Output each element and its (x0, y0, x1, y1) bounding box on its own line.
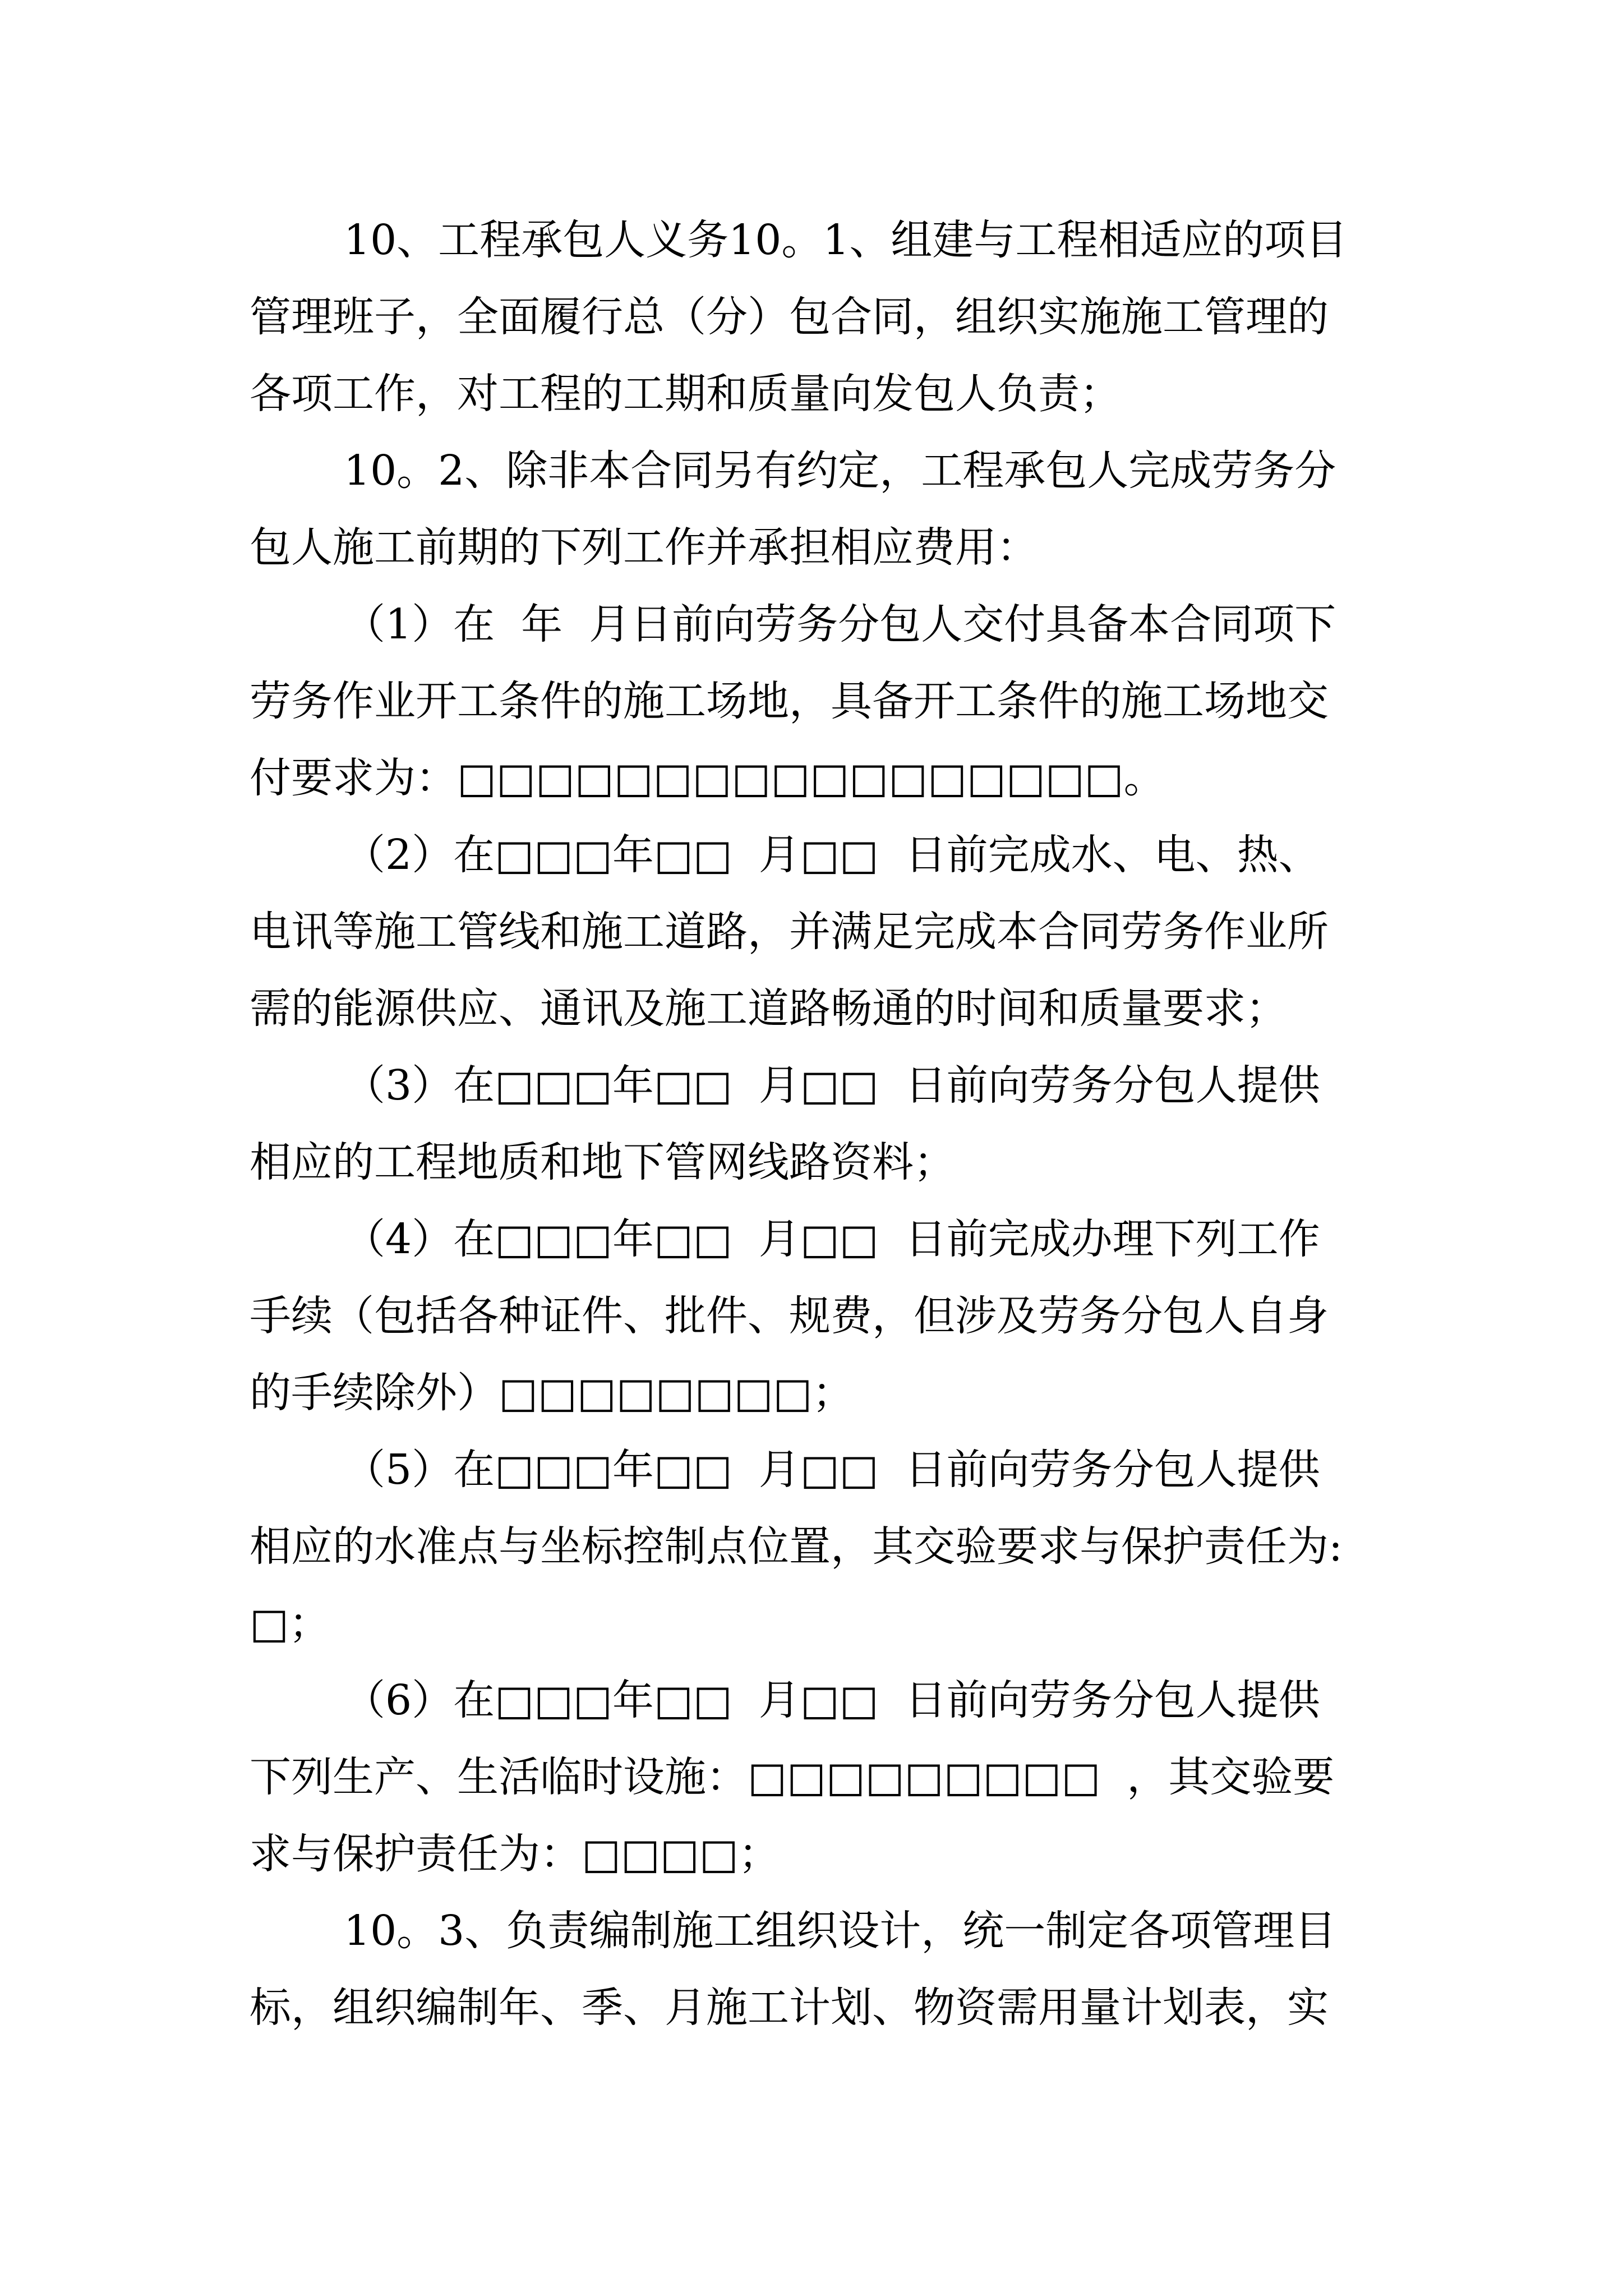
item-6-line-3: 求与保护责任为：□□□□； (250, 1830, 780, 1878)
item-4-line-3: 的手续除外）□□□□□□□□； (250, 1369, 854, 1417)
paragraph-10-1-line-2: 管理班子，全面履行总（分）包合同，组织实施施工管理的 (250, 293, 1329, 341)
item-5-line-2: 相应的水准点与坐标控制点位置，其交验要求与保护责任为: (250, 1522, 1343, 1571)
item-4-line-2: 手续（包括各种证件、批件、规费，但涉及劳务分包人自身 (250, 1292, 1329, 1340)
paragraph-10-3-line-2: 标，组织编制年、季、月施工计划、物资需用量计划表，实 (250, 1984, 1329, 2032)
paragraph-10-2-line-2: 包人施工前期的下列工作并承担相应费用： (250, 523, 1038, 572)
item-3-line-2: 相应的工程地质和地下管网线路资料； (250, 1138, 955, 1186)
paragraph-10-1-line-1: 10、工程承包人义务10。1、组建与工程相适应的项目 (344, 216, 1348, 264)
item-1-line-1: （1）在 年 月日前向劳务分包人交付具备本合同项下 (344, 600, 1336, 648)
item-6-line-1: （6）在□□□年□□ 月□□ 日前向劳务分包人提供 (344, 1676, 1320, 1724)
paragraph-10-1-line-3: 各项工作，对工程的工期和质量向发包人负责； (250, 370, 1121, 418)
item-2-line-3: 需的能源供应、通讯及施工道路畅通的时间和质量要求； (250, 984, 1287, 1033)
item-5-line-1: （5）在□□□年□□ 月□□ 日前向劳务分包人提供 (344, 1446, 1320, 1494)
item-3-line-1: （3）在□□□年□□ 月□□ 日前向劳务分包人提供 (344, 1061, 1320, 1110)
paragraph-10-2-line-1: 10。2、除非本合同另有约定，工程承包人完成劳务分 (344, 447, 1336, 495)
item-6-line-2: 下列生产、生活临时设施：□□□□□□□□□ ，其交验要 (250, 1753, 1335, 1801)
item-5-line-3: □； (250, 1599, 330, 1648)
item-2-line-2: 电讯等施工管线和施工道路，并满足完成本合同劳务作业所 (250, 908, 1329, 956)
item-2-line-1: （2）在□□□年□□ 月□□ 日前完成水、电、热、 (344, 831, 1320, 879)
item-1-line-2: 劳务作业开工条件的施工场地，具备开工条件的施工场地交 (250, 677, 1329, 725)
item-1-line-3: 付要求为：□□□□□□□□□□□□□□□□□。 (250, 754, 1165, 802)
paragraph-10-3-line-1: 10。3、负责编制施工组织设计，统一制定各项管理目 (344, 1907, 1336, 1955)
item-4-line-1: （4）在□□□年□□ 月□□ 日前完成办理下列工作 (344, 1215, 1320, 1263)
